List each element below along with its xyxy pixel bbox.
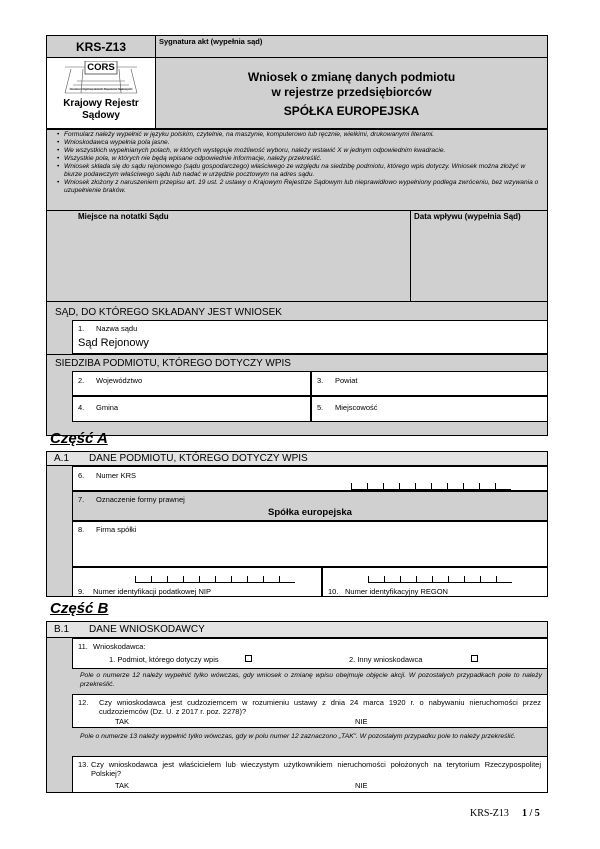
property-yes-option[interactable]: TAK bbox=[115, 781, 130, 790]
intake-date-label: Data wpływu (wypełnia Sąd) bbox=[414, 212, 521, 221]
legal-form-value: Spółka europejska bbox=[268, 507, 352, 518]
field-number: 13. bbox=[78, 760, 89, 769]
field-number: 5. bbox=[317, 403, 324, 412]
signature-label: Sygnatura akt (wypełnia sąd) bbox=[159, 37, 263, 46]
field-number: 11. bbox=[78, 642, 88, 651]
field-number: 6. bbox=[78, 471, 85, 480]
seat-divider bbox=[46, 354, 548, 355]
checkbox[interactable] bbox=[471, 655, 478, 662]
instructions-list bbox=[55, 131, 543, 195]
court-notes-label: Miejsce na notatki Sądu bbox=[78, 212, 169, 221]
logo-text: CORS bbox=[87, 62, 115, 73]
logo-subtitle: Centrum Ogólnopolskich Rejestrów Sądowych bbox=[70, 87, 132, 91]
instruction-item: • Wniosek składa się do sądu rejonowego (sądu gospodarczego) właściwego ze względu na siedzibę podmiotu, którego wpis dotyczy. Wniosek można złożyć w biurze podawczym właściwego sądu lub nadać w urzędzie pocztowym na adres sądu. bbox=[64, 163, 543, 179]
instruction-item: • We wszystkich wypełnianych polach, w których występuje możliwość wyboru, należy wstawić X w jednym odpowiednim kwadracie. bbox=[64, 147, 543, 155]
digit-boxes bbox=[368, 576, 512, 583]
note-field-12: Pole o numerze 12 należy wypełnić tylko wówczas, gdy wniosek o zmianę wpisu obejmuje objęcie akcji. W pozostałych przypadkach pole to należy przekreślić. bbox=[80, 672, 542, 688]
logo-box bbox=[47, 58, 156, 128]
digit-boxes bbox=[135, 576, 295, 583]
b1-title: DANE WNIOSKODAWCY bbox=[89, 624, 205, 635]
property-question-field bbox=[72, 756, 548, 793]
field-label: Miejscowość bbox=[335, 403, 378, 412]
foreigner-question-field bbox=[72, 694, 548, 728]
digit-boxes bbox=[351, 483, 511, 490]
field-label: Gmina bbox=[96, 403, 119, 412]
form-code-box bbox=[47, 36, 156, 58]
court-name-value: Sąd Rejonowy bbox=[78, 337, 149, 349]
form-code: KRS-Z13 bbox=[75, 40, 126, 54]
court-notes-divider bbox=[410, 210, 411, 302]
field-label: Czy wnioskodawca jest właścicielem lub wieczystym użytkownikiem nieruchomości położonych na terytorium Rzeczypospolitej Polskiej? bbox=[91, 760, 541, 778]
regon-field[interactable] bbox=[322, 567, 548, 597]
note-field-13: Pole o numerze 13 należy wypełnić tylko wówczas, gdy w polu numer 12 zaznaczono „TAK”. W pozostałym przypadku pole to należy przekreślić. bbox=[80, 733, 516, 740]
field-number: 10. bbox=[328, 587, 339, 596]
voivodeship-field[interactable] bbox=[72, 371, 311, 396]
applicant-type-field bbox=[72, 638, 548, 669]
instruction-item: • Wnioskodawca wypełnia pola jasne. bbox=[64, 139, 543, 147]
title-box bbox=[156, 58, 547, 128]
applicant-option-2[interactable]: 2. Inny wnioskodawca bbox=[349, 655, 423, 664]
commune-field[interactable] bbox=[72, 396, 311, 422]
foreigner-yes-option[interactable]: TAK bbox=[115, 717, 130, 726]
field-label: Firma spółki bbox=[96, 525, 137, 534]
field-number: 3. bbox=[317, 376, 324, 385]
field-label: Numer KRS bbox=[96, 471, 137, 480]
field-label: Numer identyfikacji podatkowej NIP bbox=[93, 587, 211, 596]
field-label: Województwo bbox=[96, 376, 143, 385]
checkbox[interactable] bbox=[245, 655, 252, 662]
locality-field[interactable] bbox=[311, 396, 548, 422]
field-number: 7. bbox=[78, 495, 85, 504]
title-line-3: SPÓŁKA EUROPEJSKA bbox=[283, 104, 420, 118]
field-number: 8. bbox=[78, 525, 85, 534]
field-number: 1. bbox=[78, 324, 85, 333]
field-label: Numer identyfikacyjny REGON bbox=[345, 587, 448, 596]
field-number: 2. bbox=[78, 376, 85, 385]
signature-box bbox=[156, 36, 547, 58]
field-number: 12. bbox=[78, 698, 89, 707]
seat-section-title: SIEDZIBA PODMIOTU, KTÓREGO DOTYCZY WPIS bbox=[55, 358, 291, 369]
section-code: B.1 bbox=[54, 624, 70, 635]
title-line-2: w rejestrze przedsiębiorców bbox=[271, 85, 432, 99]
title-line-1: Wniosek o zmianę danych podmiotu bbox=[247, 70, 456, 84]
instruction-item: • Wniosek złożony z naruszeniem przepisu art. 19 ust. 2 ustawy o Krajowym Rejestrze Sądowym lub nieprawidłowo wypełniony podlega zwróceniu, bez wzywania o uzupełnienie braków. bbox=[64, 179, 543, 195]
court-name-field[interactable] bbox=[72, 320, 548, 354]
field-label: Czy wnioskodawca jest cudzoziemcem w rozumieniu ustawy z dnia 24 marca 1920 r. o nabywaniu nieruchomości przez cudzoziemców (Dz. U. z 2017 r. poz. 2278)? bbox=[99, 698, 541, 716]
field-label: Nazwa sądu bbox=[96, 324, 138, 333]
court-notes-area bbox=[46, 210, 548, 302]
part-a-heading: Część A bbox=[50, 430, 108, 447]
nip-field[interactable] bbox=[72, 567, 322, 597]
krs-number-field[interactable] bbox=[72, 466, 548, 491]
applicant-option-1[interactable]: 1. Podmiot, którego dotyczy wpis bbox=[109, 655, 219, 664]
district-field[interactable] bbox=[311, 371, 548, 396]
registry-name: Krajowy Rejestr Sądowy bbox=[63, 98, 139, 121]
footer-form-code: KRS-Z13 bbox=[470, 808, 509, 819]
part-b-heading: Część B bbox=[50, 600, 109, 617]
section-code: A.1 bbox=[54, 453, 70, 464]
legal-form-field bbox=[72, 491, 548, 521]
field-label: Oznaczenie formy prawnej bbox=[96, 495, 185, 504]
instruction-item: • Formularz należy wypełnić w języku polskim, czytelnie, na maszynie, komputerowo lub ręcznie, wielkimi, drukowanymi literami. bbox=[64, 131, 543, 139]
court-section-title: SĄD, DO KTÓREGO SKŁADANY JEST WNIOSEK bbox=[55, 307, 282, 318]
page-number: 1 / 5 bbox=[522, 808, 540, 819]
instruction-item: • Wszystkie pola, w których nie będą wpisane odpowiednie informacje, należy przekreślić. bbox=[64, 155, 543, 163]
a1-title: DANE PODMIOTU, KTÓREGO DOTYCZY WPIS bbox=[89, 453, 308, 464]
foreigner-no-option[interactable]: NIE bbox=[355, 717, 368, 726]
field-number: 9. bbox=[78, 587, 85, 596]
b1-header bbox=[47, 622, 547, 638]
field-label: Powiat bbox=[335, 376, 358, 385]
field-number: 4. bbox=[78, 403, 85, 412]
field-label: Wnioskodawca: bbox=[93, 642, 146, 651]
a1-header bbox=[47, 452, 547, 466]
company-name-field[interactable] bbox=[72, 521, 548, 567]
property-no-option[interactable]: NIE bbox=[355, 781, 368, 790]
